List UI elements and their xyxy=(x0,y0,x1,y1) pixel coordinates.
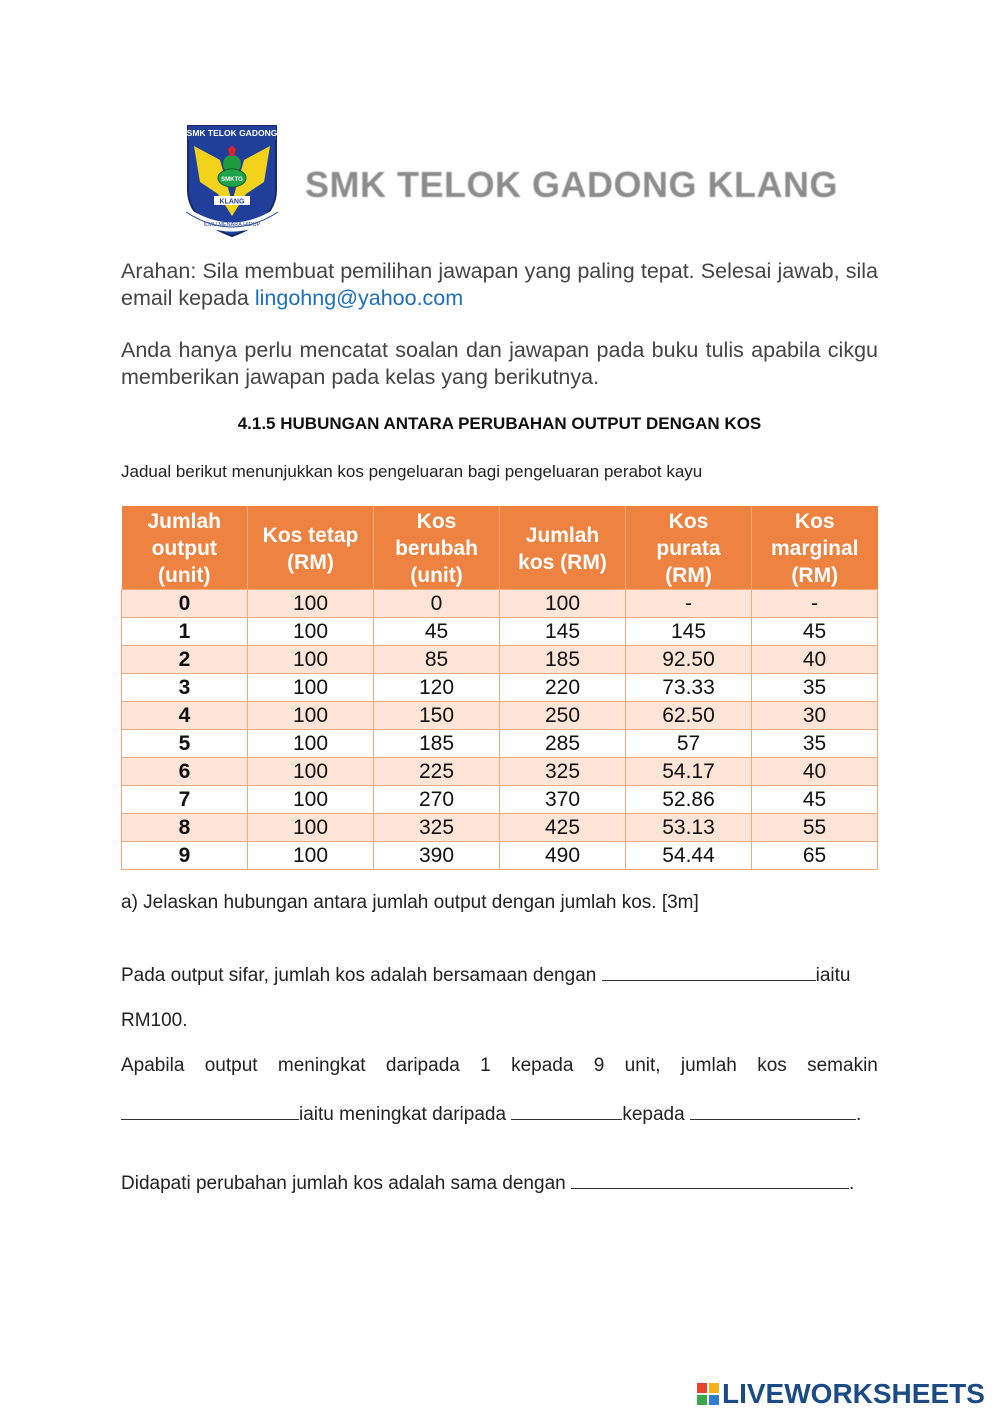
table-row xyxy=(122,786,878,814)
table-cell: 225 xyxy=(374,758,500,786)
column-header-line: Kos tetap xyxy=(262,523,359,547)
answer-line-3-word: semakin xyxy=(807,1055,878,1076)
table-cell: 100 xyxy=(248,786,374,814)
table-cell: 40 xyxy=(752,758,878,786)
answer-line-2: RM100. xyxy=(121,1010,188,1031)
table-cell: 100 xyxy=(248,674,374,702)
crest-motto-text: ILMU MENARA HIDUP xyxy=(203,222,261,228)
table-cell: 185 xyxy=(374,730,500,758)
table-cell: 120 xyxy=(374,674,500,702)
column-header xyxy=(626,506,752,590)
table-cell: 65 xyxy=(752,842,878,870)
table-cell: 62.50 xyxy=(626,702,752,730)
table-cell: 100 xyxy=(248,590,374,618)
table-cell: 325 xyxy=(374,814,500,842)
table-cell: - xyxy=(626,590,752,618)
answer-line-5-end: . xyxy=(848,1173,855,1194)
column-header xyxy=(122,506,248,590)
blank-5[interactable] xyxy=(571,1170,849,1189)
column-header-line: Jumlah xyxy=(525,523,600,547)
answer-line-4-text-b: kepada xyxy=(622,1104,690,1125)
column-header-line: berubah xyxy=(395,537,478,560)
blank-4[interactable] xyxy=(690,1101,856,1120)
column-header xyxy=(248,506,374,590)
column-header xyxy=(374,506,500,590)
table-cell: 54.17 xyxy=(626,758,752,786)
column-header-line: (unit) xyxy=(158,564,211,587)
answer-line-3-word: unit, xyxy=(624,1055,661,1076)
table-cell: 390 xyxy=(374,842,500,870)
column-header-line: Jumlah xyxy=(147,510,222,533)
answer-line-3-word: output xyxy=(204,1055,258,1076)
crest-bottom-text: KLANG xyxy=(219,198,245,206)
table-cell: 100 xyxy=(248,814,374,842)
liveworksheets-brand: LIVEWORKSHEETS xyxy=(722,1378,985,1409)
column-header-line: Kos xyxy=(668,510,709,533)
column-header-line: kos (RM) xyxy=(518,550,607,574)
table-row xyxy=(122,842,878,870)
table-cell: 54.44 xyxy=(626,842,752,870)
column-header xyxy=(752,506,878,590)
table-cell: - xyxy=(752,590,878,618)
table-cell: 0 xyxy=(122,590,248,618)
column-header xyxy=(500,506,626,590)
table-row xyxy=(122,758,878,786)
school-name: SMK TELOK GADONG KLANG xyxy=(305,164,838,205)
note-paragraph: Anda hanya perlu mencatat soalan dan jawapan pada buku tulis apabila cikgu memberikan jawapan pada kelas yang berikutnya. xyxy=(121,338,878,389)
question-a: a) Jelaskan hubungan antara jumlah output dengan jumlah kos. [3m] xyxy=(121,892,699,913)
table-cell: 53.13 xyxy=(626,814,752,842)
table-cell: 45 xyxy=(752,618,878,646)
column-header-line: purata xyxy=(656,537,721,560)
table-cell: 100 xyxy=(248,842,374,870)
table-cell: 325 xyxy=(500,758,626,786)
instructions-paragraph xyxy=(121,258,878,312)
table-cell: 100 xyxy=(248,730,374,758)
answer-line-5 xyxy=(121,1170,878,1195)
answer-line-3-word: kos xyxy=(757,1055,787,1076)
column-header-line: (RM) xyxy=(665,564,712,587)
answer-line-3-word: kepada xyxy=(511,1055,574,1076)
table-cell: 490 xyxy=(500,842,626,870)
table-row xyxy=(122,618,878,646)
table-cell: 370 xyxy=(500,786,626,814)
column-header-line: Kos xyxy=(416,510,457,533)
table-cell: 150 xyxy=(374,702,500,730)
table-cell: 100 xyxy=(248,758,374,786)
answer-line-5-text: Didapati perubahan jumlah kos adalah sama dengan xyxy=(121,1173,571,1194)
section-title: 4.1.5 HUBUNGAN ANTARA PERUBAHAN OUTPUT DENGAN KOS xyxy=(237,414,762,433)
table-cell: 270 xyxy=(374,786,500,814)
table-cell: 35 xyxy=(752,674,878,702)
table-cell: 185 xyxy=(500,646,626,674)
column-header-line: (RM) xyxy=(287,550,334,574)
table-row xyxy=(122,730,878,758)
answer-line-3-word: daripada xyxy=(385,1055,460,1076)
email-link[interactable]: lingohng@yahoo.com xyxy=(254,286,464,310)
answer-line-1-text: Pada output sifar, jumlah kos adalah bersamaan dengan xyxy=(121,965,602,986)
blank-3[interactable] xyxy=(511,1101,622,1120)
table-cell: 1 xyxy=(122,618,248,646)
table-cell: 52.86 xyxy=(626,786,752,814)
column-header-line: Kos xyxy=(794,510,835,533)
column-header-line: output xyxy=(151,537,217,560)
table-header-row xyxy=(122,506,878,590)
answer-line-1 xyxy=(121,962,878,987)
table-cell: 145 xyxy=(626,618,752,646)
answer-line-1-end: iaitu xyxy=(815,965,851,986)
answer-line-3 xyxy=(121,1055,878,1077)
table-cell: 57 xyxy=(626,730,752,758)
table-cell: 30 xyxy=(752,702,878,730)
answer-line-4-text-a: iaitu meningkat daripada xyxy=(299,1104,512,1125)
table-cell: 0 xyxy=(374,590,500,618)
liveworksheets-logo xyxy=(697,1377,985,1411)
table-cell: 250 xyxy=(500,702,626,730)
answer-line-3-word: jumlah xyxy=(680,1055,737,1076)
blank-1[interactable] xyxy=(602,962,816,981)
table-cell: 85 xyxy=(374,646,500,674)
column-header-line: marginal xyxy=(770,537,859,560)
table-intro: Jadual berikut menunjukkan kos pengeluaran bagi pengeluaran perabot kayu xyxy=(121,462,703,481)
table-cell: 220 xyxy=(500,674,626,702)
table-row xyxy=(122,674,878,702)
answer-line-4 xyxy=(121,1101,878,1126)
table-cell: 100 xyxy=(248,702,374,730)
answer-line-3-word: 9 xyxy=(593,1055,605,1076)
table-cell: 45 xyxy=(374,618,500,646)
crest-center-text: SMKTG xyxy=(221,177,243,183)
table-cell: 2 xyxy=(122,646,248,674)
instructions-text: Arahan: Sila membuat pemilihan jawapan yang paling tepat. Selesai jawab, sila email kepada xyxy=(121,259,878,310)
answer-line-3-word: Apabila xyxy=(121,1055,185,1076)
table-cell: 5 xyxy=(122,730,248,758)
liveworksheets-mark-icon xyxy=(697,1383,719,1405)
table-row xyxy=(122,702,878,730)
table-cell: 285 xyxy=(500,730,626,758)
answer-line-4-end: . xyxy=(855,1104,862,1125)
answer-line-3-word: 1 xyxy=(480,1055,491,1076)
table-cell: 6 xyxy=(122,758,248,786)
school-crest-logo xyxy=(184,120,280,238)
table-cell: 100 xyxy=(500,590,626,618)
table-cell: 8 xyxy=(122,814,248,842)
table-cell: 9 xyxy=(122,842,248,870)
table-cell: 100 xyxy=(248,618,374,646)
table-cell: 425 xyxy=(500,814,626,842)
column-header-line: (unit) xyxy=(410,564,463,587)
blank-2[interactable] xyxy=(121,1101,299,1120)
column-header-line: (RM) xyxy=(791,564,839,587)
cost-table xyxy=(121,506,878,870)
answer-line-3-word: meningkat xyxy=(277,1055,366,1076)
table-row xyxy=(122,814,878,842)
table-cell: 7 xyxy=(122,786,248,814)
table-cell: 73.33 xyxy=(626,674,752,702)
table-row xyxy=(122,590,878,618)
table-cell: 4 xyxy=(122,702,248,730)
crest-top-text: SMK TELOK GADONG xyxy=(186,128,278,138)
table-cell: 100 xyxy=(248,646,374,674)
table-cell: 3 xyxy=(122,674,248,702)
table-cell: 145 xyxy=(500,618,626,646)
table-row xyxy=(122,646,878,674)
table-cell: 40 xyxy=(752,646,878,674)
table-cell: 35 xyxy=(752,730,878,758)
table-cell: 55 xyxy=(752,814,878,842)
table-cell: 45 xyxy=(752,786,878,814)
table-cell: 92.50 xyxy=(626,646,752,674)
